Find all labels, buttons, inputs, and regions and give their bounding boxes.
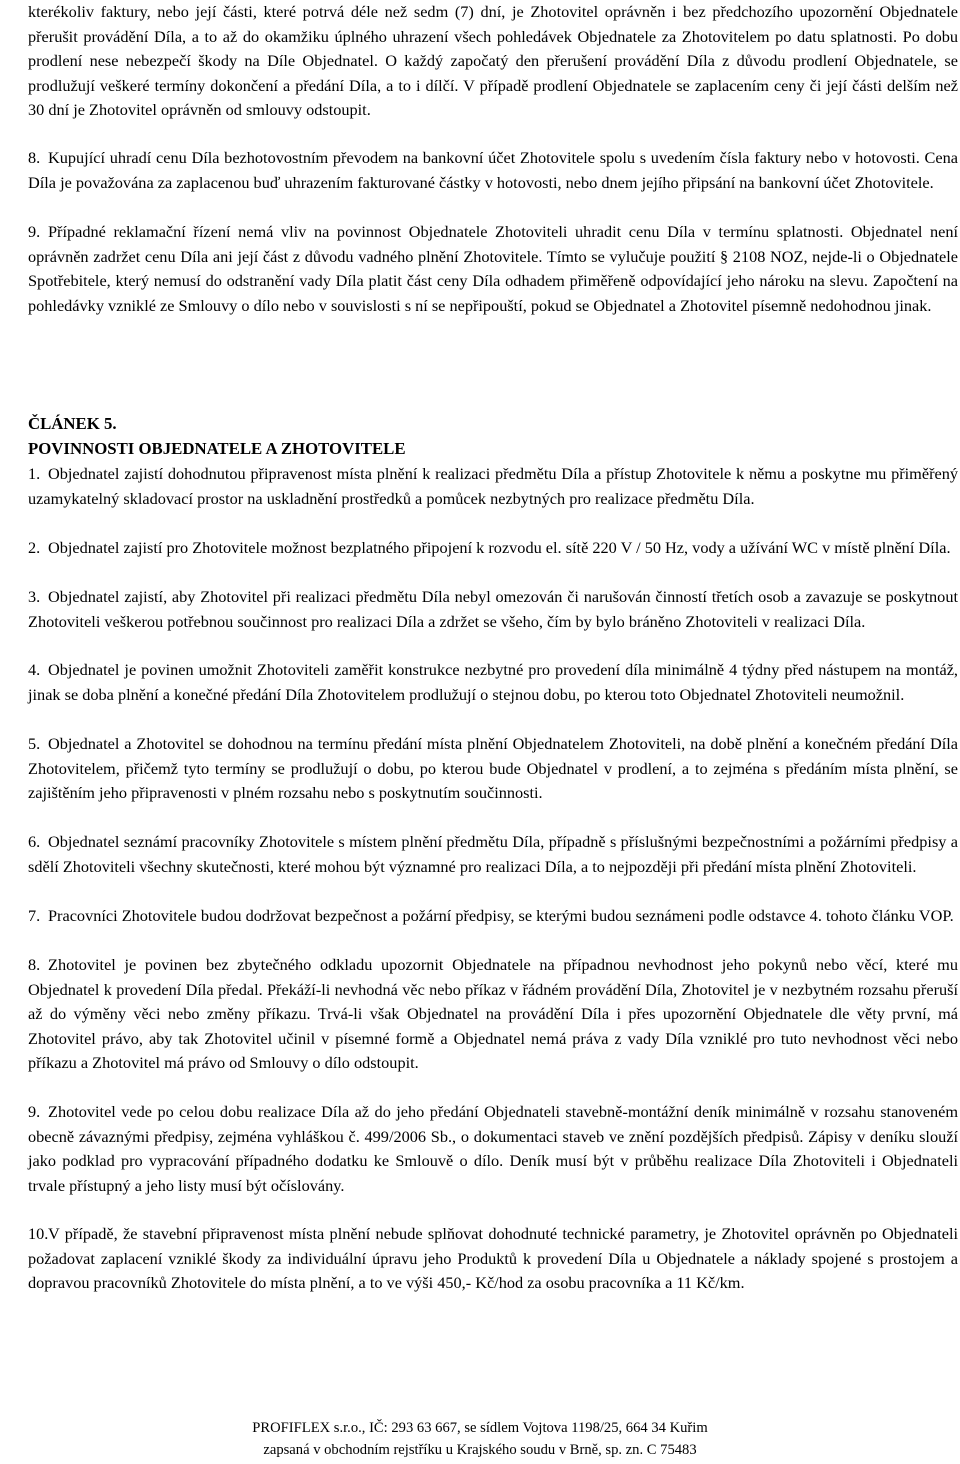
list-item bbox=[28, 904, 958, 929]
article-label: ČLÁNEK 5. bbox=[28, 414, 117, 433]
list-number: 2. bbox=[28, 538, 41, 557]
list-number: 4. bbox=[28, 660, 41, 679]
list-item bbox=[28, 1222, 958, 1296]
list-item bbox=[28, 462, 958, 511]
list-text: Objednatel zajistí dohodnutou připravenost místa plnění k realizaci předmětu Díla a přístup Zhotovitele k němu a poskytne mu přiměřený uzamykatelný skladovací prostor na uskladnění prostředků a pomůcek nezbytných pro realizace předmětu Díla. bbox=[28, 464, 958, 508]
list-item bbox=[28, 146, 958, 195]
list-item bbox=[28, 536, 958, 561]
list-item bbox=[28, 220, 958, 318]
list-number: 9. bbox=[28, 222, 41, 241]
list-text: Objednatel zajistí, aby Zhotovitel při realizaci předmětu Díla nebyl omezován či narušován činností třetích osob a zavazuje se poskytnout Zhotoviteli veškerou potřebnou součinnost pro realizaci Díla a zdržet se všeho, čím by bylo bráněno Zhotoviteli v realizaci Díla. bbox=[28, 587, 958, 631]
list-text: Pracovníci Zhotovitele budou dodržovat bezpečnost a požární předpisy, se kterými budou seznámeni podle odstavce 4. tohoto článku VOP. bbox=[48, 906, 954, 925]
intro-paragraph: kterékoliv faktury, nebo její části, které potrvá déle než sedm (7) dní, je Zhotovitel oprávněn i bez předchozího upozornění Objednatele přerušit provádění Díla, a to až do okamžiku úplného uhrazení všech pohledávek Objednatele za Zhotovitelem po datu splatnosti. Po dobu prodlení nese nebezpečí škody na Díle Objednatel. O každý započatý den přerušení provádění Díla z důvodu prodlení Objednatele, se prodlužují veškeré termíny dokončení a předání Díla, a to i dílčí. V případě prodlení Objednatele se zaplacením ceny či její části delším než 30 dní je Zhotovitel oprávněn od smlouvy odstoupit. bbox=[28, 2, 958, 119]
list-item bbox=[28, 953, 958, 1076]
list-number: 7. bbox=[28, 906, 41, 925]
footer-line-registry: zapsaná v obchodním rejstříku u Krajského soudu v Brně, sp. zn. C 75483 bbox=[263, 1442, 697, 1458]
list-number: 10. bbox=[28, 1224, 49, 1243]
footer-line-company: PROFIFLEX s.r.o., IČ: 293 63 667, se sídlem Vojtova 1198/25, 664 34 Kuřim bbox=[252, 1420, 708, 1436]
list-text: Případné reklamační řízení nemá vliv na povinnost Objednatele Zhotoviteli uhradit cenu Díla v termínu splatnosti. Objednatel není oprávněn zadržet cenu Díla ani její část z důvodu vadného plnění Zhotovitele. Tímto se vylučuje použití § 2108 NOZ, nejde-li o Objednatele Spotřebitele, který nemusí do odstranění vady Díla platit část ceny Díla odhadem přiměřeně odpovídající jeho nároku na slevu. Započtení na pohledávky vzniklé ze Smlouvy o dílo nebo v souvislosti s ní se nepřipouští, pokud se Objednatel a Zhotovitel písemně nedohodnou jinak. bbox=[28, 222, 958, 315]
list-number: 9. bbox=[28, 1102, 41, 1121]
list-text: V případě, že stavební připravenost místa plnění nebude splňovat dohodnuté technické parametry, je Zhotovitel oprávněn po Objednateli požadovat zaplacení vzniklé škody za individuální úpravu jeho Produktů k provedení Díla u Objednatele a náklady spojené s prostojem a dopravou pracovníků Zhotovitele do místa plnění, a to ve výši 450,- Kč/hod za osobu pracovníka a 11 Kč/km. bbox=[28, 1224, 958, 1292]
list-number: 8. bbox=[28, 955, 41, 974]
list-number: 6. bbox=[28, 832, 41, 851]
list-text: Objednatel a Zhotovitel se dohodnou na termínu předání místa plnění Objednatelem Zhotoviteli, na době plnění a konečném předání Díla Zhotovitelem, přičemž tyto termíny se prodlužují o dobu, po kterou bude Objednatel v prodlení, a to zejména s předáním místa plnění, se zajištěním jeho připravenosti v plném rozsahu nebo s poskytnutím součinnosti. bbox=[28, 734, 958, 802]
list-text: Objednatel je povinen umožnit Zhotoviteli zaměřit konstrukce nezbytné pro provedení díla minimálně 4 týdny před nástupem na montáž, jinak se doba plnění a konečné předání Díla Zhotovitelem prodlužují o stejnou dobu, po kterou toto Objednatel Zhotoviteli neumožnil. bbox=[28, 660, 958, 704]
list-number: 5. bbox=[28, 734, 41, 753]
list-number: 1. bbox=[28, 464, 41, 483]
list-item bbox=[28, 1100, 958, 1198]
list-text: Kupující uhradí cenu Díla bezhotovostním převodem na bankovní účet Zhotovitele spolu s uvedením čísla faktury nebo v hotovosti. Cena Díla je považována za zaplacenou buď uhrazením fakturované částky v hotovosti, nebo dnem jejího připsání na bankovní účet Zhotovitele. bbox=[28, 148, 958, 192]
list-text: Objednatel zajistí pro Zhotovitele možnost bezplatného připojení k rozvodu el. sítě 220 V / 50 Hz, vody a užívání WC v místě plnění Díla. bbox=[48, 538, 951, 557]
list-item bbox=[28, 732, 958, 806]
list-number: 8. bbox=[28, 148, 41, 167]
list-number: 3. bbox=[28, 587, 41, 606]
article-title: POVINNOSTI OBJEDNATELE A ZHOTOVITELE bbox=[28, 439, 406, 458]
list-item bbox=[28, 658, 958, 707]
list-text: Zhotovitel je povinen bez zbytečného odkladu upozornit Objednatele na případnou nevhodnost jeho pokynů nebo věcí, které mu Objednatel k provedení Díla předal. Překáží-li nevhodná věc nebo příkaz v řádném provádění Díla, Zhotovitel je v nezbytném rozsahu přeruší až do výměny věci nebo změny příkazu. Trvá-li však Objednatel na provádění Díla i přes upozornění Objednatele dle věty první, má Zhotovitel právo, aby tak Zhotovitel učinil v písemné formě a Objednatel nemá práva z vady Díla vzniklé pro tuto nevhodnost věci nebo příkazu a Zhotovitel má právo od Smlouvy o dílo odstoupit. bbox=[28, 955, 958, 1072]
list-item bbox=[28, 830, 958, 879]
list-text: Objednatel seznámí pracovníky Zhotovitele s místem plnění předmětu Díla, případně s příslušnými bezpečnostními a požárními předpisy a sdělí Zhotoviteli všechny skutečnosti, které mohou být významné pro realizaci Díla, a to nejpozději při předání místa plnění Zhotoviteli. bbox=[28, 832, 958, 876]
list-item bbox=[28, 585, 958, 634]
list-text: Zhotovitel vede po celou dobu realizace Díla až do jeho předání Objednateli stavebně-montážní deník minimálně v rozsahu stanoveném obecně závaznými předpisy, zejména vyhláškou č. 499/2006 Sb., o dokumentaci staveb ve znění pozdějších předpisů. Zápisy v deníku slouží jako podklad pro vypracování případného dodatku ke Smlouvě o dílo. Deník musí být v průběhu realizace Díla Zhotoviteli i Objednateli trvale přístupný a jeho listy musí být očíslovány. bbox=[28, 1102, 958, 1195]
